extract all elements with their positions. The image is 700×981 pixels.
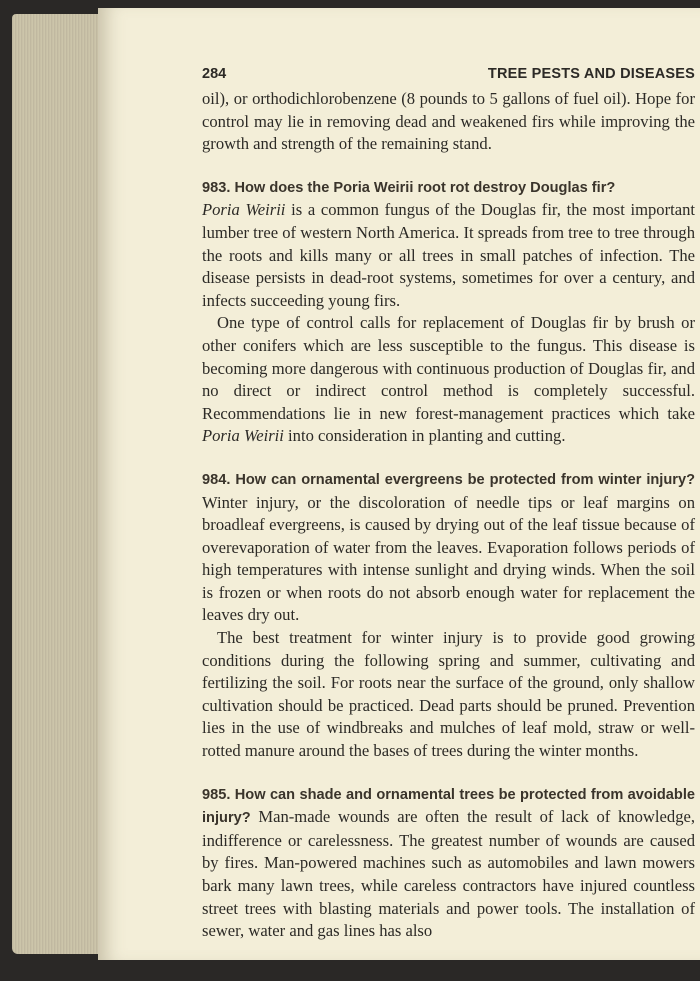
q983-heading: 983. How does the Poria Weirii root rot destroy Douglas fir? bbox=[202, 179, 616, 196]
q983-paragraph-2 bbox=[202, 312, 695, 448]
q984-paragraph-1 bbox=[202, 468, 695, 627]
book-page-edges bbox=[12, 14, 112, 954]
q983-p1-text: is a common fungus of the Douglas fir, the most important lumber tree of western North America. It spreads from tree to tree through the roots and kills many or all trees in small patches of infection. The disease persists in dead-root systems, sometimes for over a century, and infects succeeding young firs. bbox=[202, 200, 695, 310]
question-983 bbox=[202, 176, 695, 448]
running-title: TREE PESTS AND DISEASES bbox=[487, 66, 695, 82]
q983-paragraph-1 bbox=[202, 176, 695, 313]
q984-paragraph-2: The best treatment for winter injury is to provide good growing conditions during the following spring and summer, cultivating and fertilizing the soil. For roots near the surface of the ground, only shallow cultivation should be practiced. Dead parts should be pruned. Prevention lies in the use of windbreaks and mulches of leaf mold, straw or well-rotted manure around the bases of trees during the winter months. bbox=[202, 628, 695, 761]
q984-p1-text: Winter injury, or the discoloration of needle tips or leaf margins on broadleaf evergreens, is caused by drying out of the leaf tissue because of overevaporation of water from the leaves. Evaporation follows periods of high temperatures with intense sunlight and drying winds. When the soil is frozen or when roots do not absorb enough water for replacement the leaves dry out. bbox=[202, 492, 695, 625]
running-head bbox=[100, 66, 695, 86]
q984-heading: 984. How can ornamental evergreens be protected from winter injury? bbox=[202, 471, 695, 488]
q983-p2-italic-term: Poria Weirii bbox=[202, 426, 284, 446]
q985-p1-text: Man-made wounds are often the result of lack of knowledge, indifference or carelessness. The greatest number of wounds are caused by fires. Man-powered machines such as automobiles and lawn mowers bark many lawn trees, while careless contractors have injured countless street trees with blasting materials and power tools. The installation of sewer, water and gas lines has also bbox=[202, 807, 695, 941]
continuation-paragraph: oil), or orthodichlorobenzene (8 pounds to 5 gallons of fuel oil). Hope for control may lie in removing dead and weakened firs while improving the growth and strength of the remaining stand. bbox=[202, 89, 695, 154]
q985-heading: 985. How can shade and ornamental trees be protected from avoidable injury? bbox=[202, 786, 695, 827]
text-column bbox=[100, 66, 695, 943]
question-984 bbox=[202, 468, 695, 763]
page-number: 284 bbox=[202, 66, 227, 82]
q983-italic-term: Poria Weirii bbox=[202, 200, 286, 220]
question-985 bbox=[202, 783, 695, 943]
page-body bbox=[202, 88, 695, 943]
q983-p2-before: One type of control calls for replacement of Douglas fir by brush or other conifers which are less susceptible to the fungus. This disease is becoming more dangerous with continuous production of Douglas fir, and no direct or indirect control method is completely successful. Recommendations lie in new forest-management practices which take bbox=[202, 313, 695, 423]
q985-paragraph-1 bbox=[202, 783, 695, 943]
q983-p2-after: into consideration in planting and cutting. bbox=[283, 426, 566, 446]
